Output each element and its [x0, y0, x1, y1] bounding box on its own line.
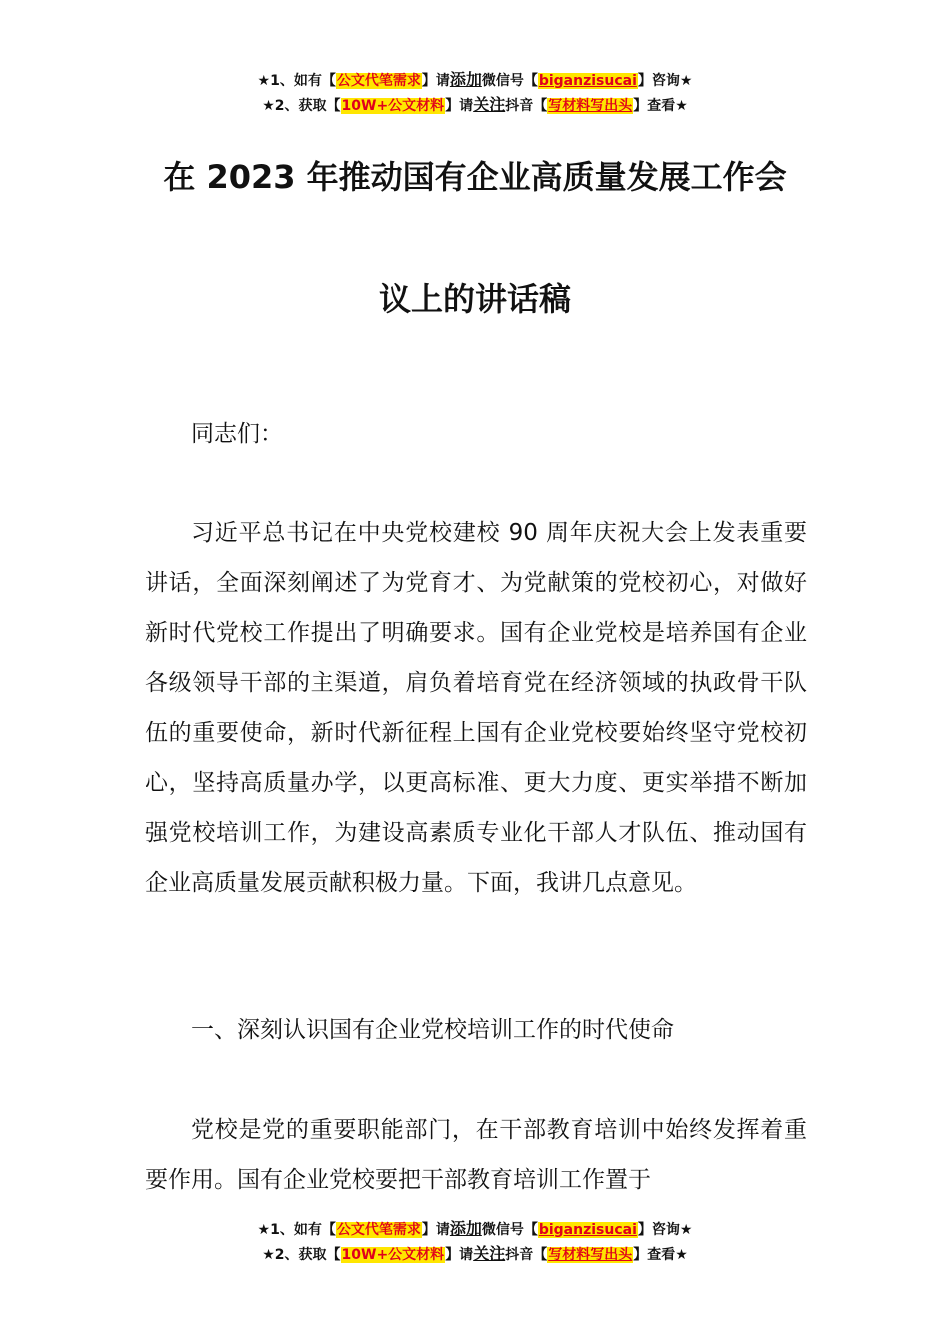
banner-text: ★1、如有【	[257, 1222, 336, 1238]
banner-text: 】请	[445, 98, 474, 114]
banner-highlight-materials: 10W+公文材料	[341, 1247, 445, 1263]
banner-text: 】查看★	[633, 1247, 688, 1263]
banner-text: ★1、如有【	[257, 73, 336, 89]
banner-text: ★2、获取【	[262, 98, 341, 114]
banner-text: 抖音【	[505, 98, 548, 114]
banner-line-2	[0, 1242, 950, 1267]
banner-wechat-id[interactable]: biganzisucai	[538, 1222, 637, 1238]
banner-text: 微信号【	[481, 1222, 538, 1238]
banner-line-1	[0, 1217, 950, 1242]
section-heading-1: 一、深刻认识国有企业党校培训工作的时代使命	[191, 1017, 674, 1043]
banner-emphasis: 添加	[449, 1219, 482, 1238]
banner-text: ★2、获取【	[262, 1247, 341, 1263]
banner-line-2	[0, 93, 950, 118]
top-banner	[0, 68, 950, 118]
document-title-line-1: 在 2023 年推动国有企业高质量发展工作会	[163, 158, 787, 196]
banner-line-1	[0, 68, 950, 93]
salutation: 同志们：	[191, 421, 283, 447]
paragraph-intro: 习近平总书记在中央党校建校 90 周年庆祝大会上发表重要讲话，全面深刻阐述了为党育才、为党献策的党校初心，对做好新时代党校工作提出了明确要求。国有企业党校是培养国有企业各级领导干部的主渠道，肩负着培育党在经济领域的执政骨干队伍的重要使命，新时代新征程上国有企业党校要始终坚守党校初心，坚持高质量办学，以更高标准、更大力度、更实举措不断加强党校培训工作，为建设高素质专业化干部人才队伍、推动国有企业高质量发展贡献积极力量。下面，我讲几点意见。	[145, 520, 807, 896]
banner-emphasis: 关注	[473, 95, 506, 114]
banner-douyin-account[interactable]: 写材料写出头	[548, 98, 633, 114]
banner-text: 抖音【	[505, 1247, 548, 1263]
banner-text: 】咨询★	[637, 73, 693, 89]
banner-text: 】查看★	[633, 98, 688, 114]
bottom-banner	[0, 1217, 950, 1267]
banner-emphasis: 关注	[473, 1244, 506, 1263]
document-title-line-2: 议上的讲话稿	[378, 280, 571, 318]
banner-wechat-id[interactable]: biganzisucai	[538, 73, 637, 89]
banner-text: 】请	[421, 73, 450, 89]
banner-text: 微信号【	[481, 73, 538, 89]
banner-text: 】请	[445, 1247, 474, 1263]
banner-emphasis: 添加	[449, 70, 482, 89]
banner-highlight-materials: 10W+公文材料	[341, 98, 445, 114]
banner-highlight-service: 公文代笔需求	[336, 1222, 421, 1238]
banner-douyin-account[interactable]: 写材料写出头	[548, 1247, 633, 1263]
banner-text: 】咨询★	[637, 1222, 693, 1238]
paragraph-section-1: 党校是党的重要职能部门，在干部教育培训中始终发挥着重要作用。国有企业党校要把干部教育培训工作置于	[145, 1117, 807, 1193]
banner-highlight-service: 公文代笔需求	[336, 73, 421, 89]
banner-text: 】请	[421, 1222, 450, 1238]
